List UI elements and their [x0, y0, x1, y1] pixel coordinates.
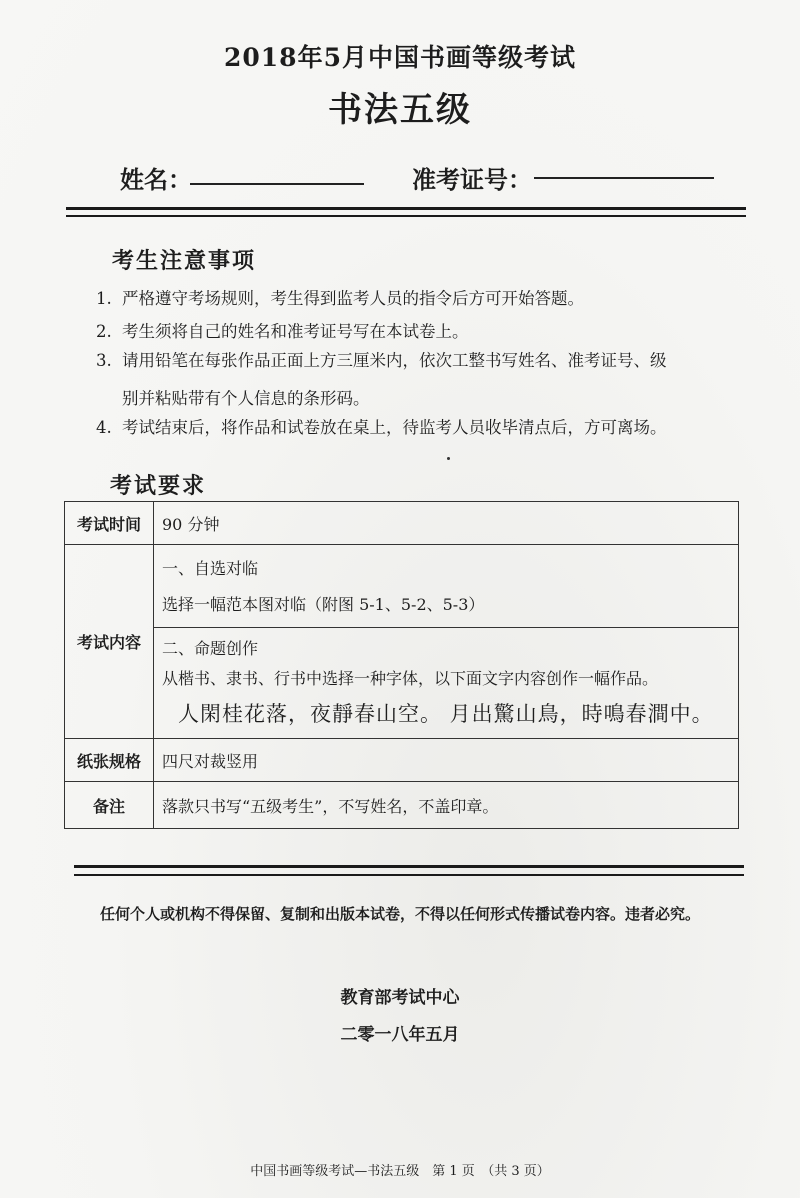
table-row-paper: [65, 739, 739, 782]
notice-item-3-continued: 别并粘贴带有个人信息的条形码。: [122, 389, 370, 408]
part1-title: 一、自选对临: [162, 559, 259, 578]
remark-label: 备注: [65, 782, 154, 829]
exam-title: 2018年5月中国书画等级考试: [224, 43, 576, 72]
time-value: 90 分钟: [154, 502, 739, 545]
header-divider-bottom: [66, 215, 746, 217]
notice-item-4: [96, 420, 667, 437]
poem-text: 人閑桂花落，夜靜春山空。 月出驚山鳥，時鳴春澗中。: [178, 702, 714, 726]
content-label: 考试内容: [65, 545, 154, 739]
notice-item-text: 请用铅笔在每张作品正面上方三厘米内，依次工整书写姓名、准考证号、级: [122, 351, 667, 370]
notice-item-number: 1.: [96, 289, 112, 308]
copyright-warning: 任何个人或机构不得保留、复制和出版本试卷，不得以任何形式传播试卷内容。违者必究。: [99, 905, 700, 923]
part1-block: [154, 545, 738, 627]
notice-heading: 考生注意事项: [112, 248, 257, 274]
header-divider-top: [66, 207, 746, 210]
notice-item-text: 考生须将自己的姓名和准考证号写在本试卷上。: [122, 322, 469, 341]
notice-item-number: 3.: [96, 351, 112, 370]
requirements-heading: 考试要求: [110, 473, 207, 499]
notice-item-number: 4.: [96, 418, 112, 437]
paper-value: 四尺对裁竖用: [154, 739, 739, 782]
notice-item-2: [96, 324, 469, 341]
stray-mark: [447, 457, 450, 460]
notice-item-1: [96, 291, 584, 308]
requirements-table: [64, 501, 739, 829]
table-row-remark: [65, 782, 739, 829]
issue-date: 二零一八年五月: [340, 1025, 460, 1045]
remark-value: 落款只书写“五级考生”，不写姓名，不盖印章。: [154, 782, 739, 829]
notice-item-text: 严格遵守考场规则，考生得到监考人员的指令后方可开始答题。: [122, 289, 584, 308]
part2-block: [154, 627, 738, 738]
part2-title: 二、命题创作: [162, 639, 259, 658]
issuer-org: 教育部考试中心: [340, 988, 460, 1008]
notice-item-text: 考试结束后，将作品和试卷放在桌上，待监考人员收毕清点后，方可离场。: [122, 418, 667, 437]
table-row-time: [65, 502, 739, 545]
footer-divider-top: [74, 865, 744, 868]
time-label: 考试时间: [65, 502, 154, 545]
id-label: 准考证号：: [412, 165, 532, 194]
exam-level: 书法五级: [328, 90, 472, 130]
part2-text: 从楷书、隶书、行书中选择一种字体，以下面文字内容创作一幅作品。: [162, 669, 659, 688]
content-cell: [154, 545, 739, 739]
page-footer: 中国书画等级考试—书法五级 第 1 页 （共 3 页）: [250, 1164, 550, 1179]
name-label: 姓名：: [120, 165, 192, 194]
notice-item-number: 2.: [96, 322, 112, 341]
name-blank[interactable]: [190, 183, 364, 185]
notice-item-3: [96, 353, 667, 370]
id-blank[interactable]: [534, 177, 714, 179]
footer-divider-bottom: [74, 874, 744, 876]
table-row-content: [65, 545, 739, 739]
paper-label: 纸张规格: [65, 739, 154, 782]
part1-text: 选择一幅范本图对临（附图 5-1、5-2、5-3）: [162, 595, 485, 614]
